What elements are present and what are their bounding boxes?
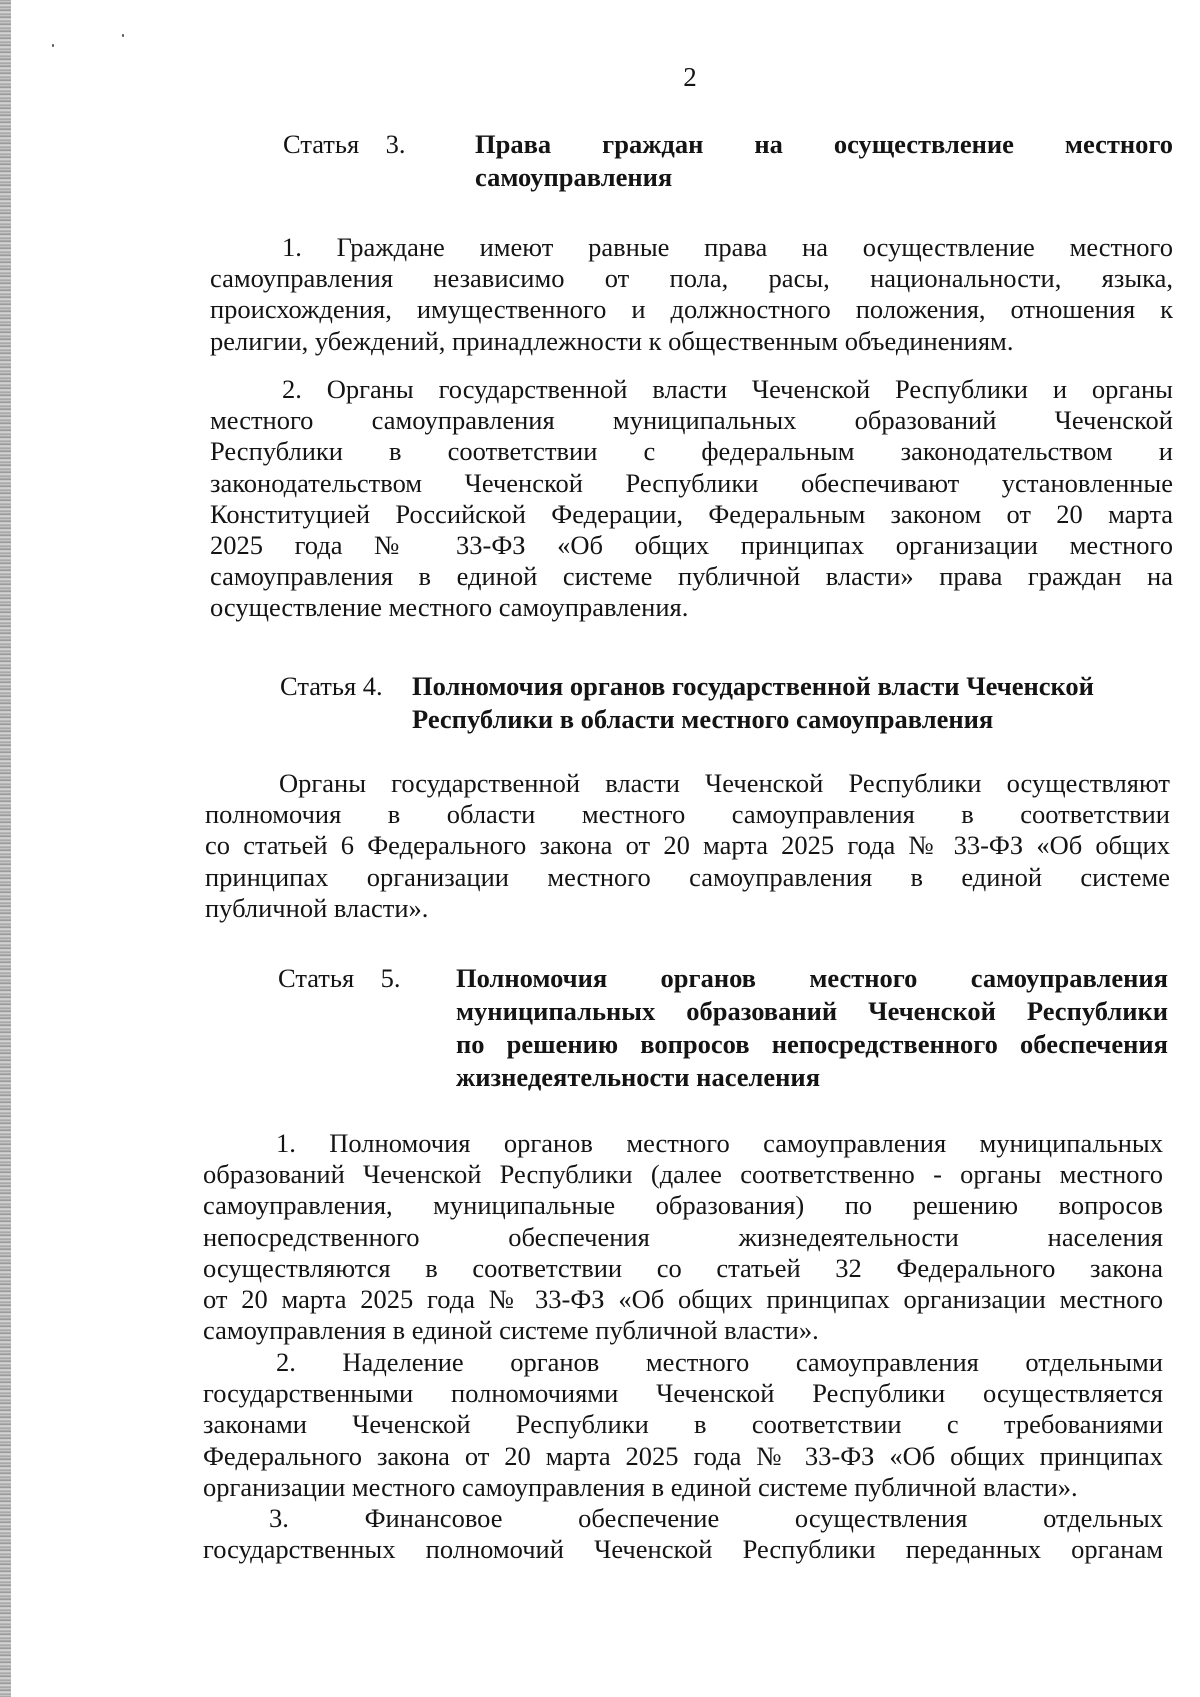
article-5-title-line: по решению вопросов непосредственного обеспечения bbox=[456, 1029, 1168, 1059]
scan-speck bbox=[52, 44, 54, 47]
article-5-title-line: Полномочия органов местного самоуправления bbox=[456, 963, 1168, 993]
text-line: полномочия в области местного самоуправления в соответствии bbox=[205, 799, 1170, 830]
article-4-title-line: Республики в области местного самоуправления bbox=[412, 704, 994, 734]
article-4-title-line: Полномочия органов государственной власти Чеченской bbox=[412, 671, 1094, 701]
article-4-title bbox=[412, 670, 1180, 736]
text-line: законами Чеченской Республики в соответствии с требованиями bbox=[203, 1409, 1163, 1440]
article-3-label: Статья 3. bbox=[283, 129, 406, 159]
article-5-paragraph-3 bbox=[203, 1503, 1163, 1565]
article-5-paragraph-1 bbox=[203, 1128, 1163, 1346]
scan-speck bbox=[122, 34, 124, 37]
text-line: религии, убеждений, принадлежности к общественным объединениям. bbox=[210, 325, 1014, 356]
text-line: 1. Граждане имеют равные права на осуществление местного bbox=[282, 232, 1173, 262]
article-5-title-line: муниципальных образований Чеченской Республики bbox=[456, 996, 1168, 1026]
text-line: осуществляются в соответствии со статьей 32 Федерального закона bbox=[203, 1252, 1163, 1283]
article-5-label: Статья 5. bbox=[278, 963, 401, 993]
article-3-paragraph-2 bbox=[210, 374, 1173, 624]
text-line: Конституцией Российской Федерации, Федеральным законом от 20 марта bbox=[210, 498, 1173, 529]
text-line: 2025 года № 33-ФЗ «Об общих принципах организации местного bbox=[210, 529, 1173, 560]
text-line: государственными полномочиями Чеченской Республики осуществляется bbox=[203, 1378, 1163, 1409]
text-line: со статьей 6 Федерального закона от 20 марта 2025 года № 33-ФЗ «Об общих bbox=[205, 830, 1170, 861]
page-number: 2 bbox=[683, 62, 697, 92]
article-3-title-line: Права граждан на осуществление местного bbox=[475, 129, 1173, 159]
article-5-title bbox=[456, 962, 1168, 1094]
text-line: происхождения, имущественного и должностного положения, отношения к bbox=[210, 294, 1173, 325]
text-line: 3. Финансовое обеспечение осуществления отдельных bbox=[269, 1503, 1163, 1533]
article-4-label: Статья 4. bbox=[280, 671, 383, 701]
text-line: осуществление местного самоуправления. bbox=[210, 592, 689, 623]
text-line: Органы государственной власти Чеченской Республики осуществляют bbox=[279, 768, 1170, 798]
text-line: 1. Полномочия органов местного самоуправления муниципальных bbox=[276, 1128, 1163, 1158]
text-line: от 20 марта 2025 года № 33-ФЗ «Об общих принципах организации местного bbox=[203, 1283, 1163, 1314]
text-line: самоуправления, муниципальные образования) по решению вопросов bbox=[203, 1190, 1163, 1221]
text-line: Республики в соответствии с федеральным законодательством и bbox=[210, 436, 1173, 467]
text-line: образований Чеченской Республики (далее соответственно - органы местного bbox=[203, 1159, 1163, 1190]
text-line: организации местного самоуправления в единой системе публичной власти». bbox=[203, 1471, 1078, 1502]
text-line: 2. Органы государственной власти Чеченской Республики и органы bbox=[282, 374, 1173, 404]
text-line: 2. Наделение органов местного самоуправления отдельными bbox=[276, 1347, 1163, 1377]
article-5-paragraph-2 bbox=[203, 1347, 1163, 1503]
text-line: Федерального закона от 20 марта 2025 года № 33-ФЗ «Об общих принципах bbox=[203, 1440, 1163, 1471]
article-3-title-line: самоуправления bbox=[475, 162, 673, 192]
text-line: принципах организации местного самоуправления в единой системе bbox=[205, 861, 1170, 892]
article-3-title bbox=[475, 128, 1173, 194]
text-line: государственных полномочий Чеченской Республики переданных органам bbox=[203, 1534, 1163, 1565]
text-line: непосредственного обеспечения жизнедеятельности населения bbox=[203, 1221, 1163, 1252]
text-line: публичной власти». bbox=[205, 892, 429, 923]
text-line: самоуправления независимо от пола, расы, национальности, языка, bbox=[210, 263, 1173, 294]
text-line: местного самоуправления муниципальных образований Чеченской bbox=[210, 405, 1173, 436]
text-line: самоуправления в единой системе публичной власти». bbox=[203, 1315, 819, 1346]
text-line: законодательством Чеченской Республики обеспечивают установленные bbox=[210, 467, 1173, 498]
article-5-title-line: жизнедеятельности населения bbox=[456, 1062, 821, 1092]
scan-edge-shadow bbox=[0, 0, 11, 1697]
text-line: самоуправления в единой системе публичной власти» права граждан на bbox=[210, 561, 1173, 592]
article-3-paragraph-1 bbox=[210, 232, 1173, 357]
article-4-paragraph-1 bbox=[205, 768, 1170, 924]
